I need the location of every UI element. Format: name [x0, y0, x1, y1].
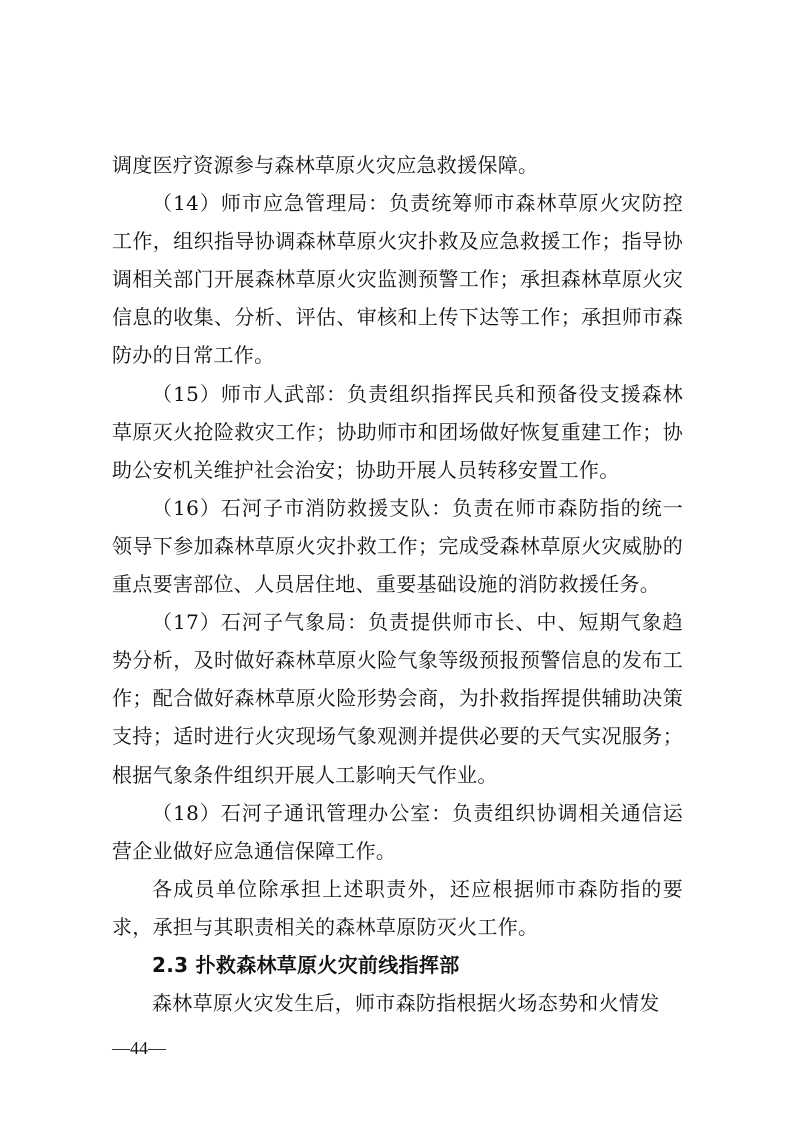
paragraph-front-command: 森林草原火灾发生后，师市森防指根据火场态势和火情发 [152, 991, 660, 1016]
paragraph-member-units: 各成员单位除承担上述职责外，还应根据师市森防指的要求，承担与其职责相关的森林草原防灭火工作。 [112, 876, 683, 939]
paragraph-meteorology: （17）石河子气象局：负责提供师市长、中、短期气象趋势分析，及时做好森林草原火险气象等级预报预警信息的发布工作；配合做好森林草原火险形势会商，为扑救指挥提供辅助决策支持；适时进行火灾现场气象观测并提供必要的天气实况服务；根据气象条件组织开展人工影响天气作业。 [112, 610, 683, 787]
paragraph-communications: （18）石河子通讯管理办公室：负责组织协调相关通信运营企业做好应急通信保障工作。 [112, 800, 683, 863]
body-text [112, 146, 683, 1022]
continuation-paragraph: 调度医疗资源参与森林草原火灾应急救援保障。 [112, 153, 539, 177]
paragraph-armed-forces: （15）师市人武部：负责组织指挥民兵和预备役支援森林草原灭火抢险救灾工作；协助师市和团场做好恢复重建工作；协助公安机关维护社会治安；协助开展人员转移安置工作。 [112, 381, 683, 482]
paragraph-fire-rescue: （16）石河子市消防救援支队：负责在师市森防指的统一领导下参加森林草原火灾扑救工作；完成受森林草原火灾威胁的重点要害部位、人员居住地、重要基础设施的消防救援任务。 [112, 495, 683, 597]
paragraph-emergency-bureau: （14）师市应急管理局：负责统筹师市森林草原火灾防控工作，组织指导协调森林草原火灾扑救及应急救援工作；指导协调相关部门开展森林草原火灾监测预警工作；承担森林草原火灾信息的收集、分析、评估、审核和上传下达等工作；承担师市森防办的日常工作。 [112, 191, 683, 368]
section-heading: 2.3 扑救森林草原火灾前线指挥部 [152, 952, 460, 977]
page-number: —44— [112, 1038, 166, 1058]
